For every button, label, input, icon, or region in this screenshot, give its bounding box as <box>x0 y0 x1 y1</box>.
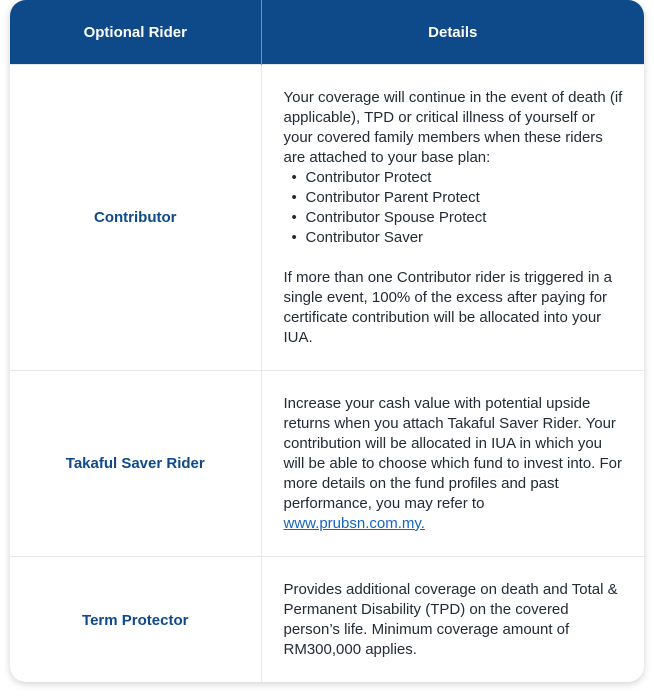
bullet-icon: • <box>291 168 297 186</box>
prubsn-website-link[interactable]: www.prubsn.com.my. <box>283 514 425 532</box>
rider-name-term-protector: Term Protector <box>10 557 261 683</box>
details-text: Provides additional coverage on death and Total & Permanent Disability (TPD) on the covered person’s life. Minimum coverage amount of RM300,000 applies. <box>283 581 618 658</box>
rider-details-term-protector <box>261 557 644 683</box>
list-item-label: Contributor Protect <box>305 168 432 186</box>
contributor-rider-list <box>284 168 627 248</box>
details-outro: If more than one Contributor rider is triggered in a single event, 100% of the excess after paying for certificate contribution will be allocated into your IUA. <box>283 268 612 346</box>
rider-details-takaful-saver <box>261 371 644 557</box>
list-item <box>292 228 627 248</box>
rider-name-contributor: Contributor <box>10 65 261 371</box>
optional-riders-table <box>10 0 644 682</box>
header-optional-rider: Optional Rider <box>10 0 261 65</box>
table-row <box>10 557 644 683</box>
bullet-icon: • <box>291 208 297 226</box>
list-item <box>292 188 627 208</box>
table-row <box>10 65 644 371</box>
list-item <box>292 208 627 228</box>
list-item-label: Contributor Saver <box>305 228 424 246</box>
bullet-icon: • <box>291 188 297 206</box>
list-item-label: Contributor Parent Protect <box>305 188 480 206</box>
bullet-icon: • <box>291 228 297 246</box>
details-text <box>284 394 627 534</box>
list-item <box>292 168 627 188</box>
table-row <box>10 371 644 557</box>
header-details: Details <box>261 0 644 65</box>
rider-details-contributor <box>261 65 644 371</box>
rider-name-takaful-saver: Takaful Saver Rider <box>10 371 261 557</box>
table-header-row <box>10 0 644 65</box>
list-item-label: Contributor Spouse Protect <box>305 208 487 226</box>
details-text-body: Increase your cash value with potential upside returns when you attach Takaful Saver Rider. Your contribution will be allocated in IUA in which you will be able to choose which fund to invest into. For more details on the fund profiles and past performance, you may refer to <box>283 394 623 512</box>
details-intro: Your coverage will continue in the event of death (if applicable), TPD or critical illness of yourself or your covered family members when these riders are attached to your base plan: <box>283 88 623 166</box>
optional-riders-card <box>10 0 644 682</box>
